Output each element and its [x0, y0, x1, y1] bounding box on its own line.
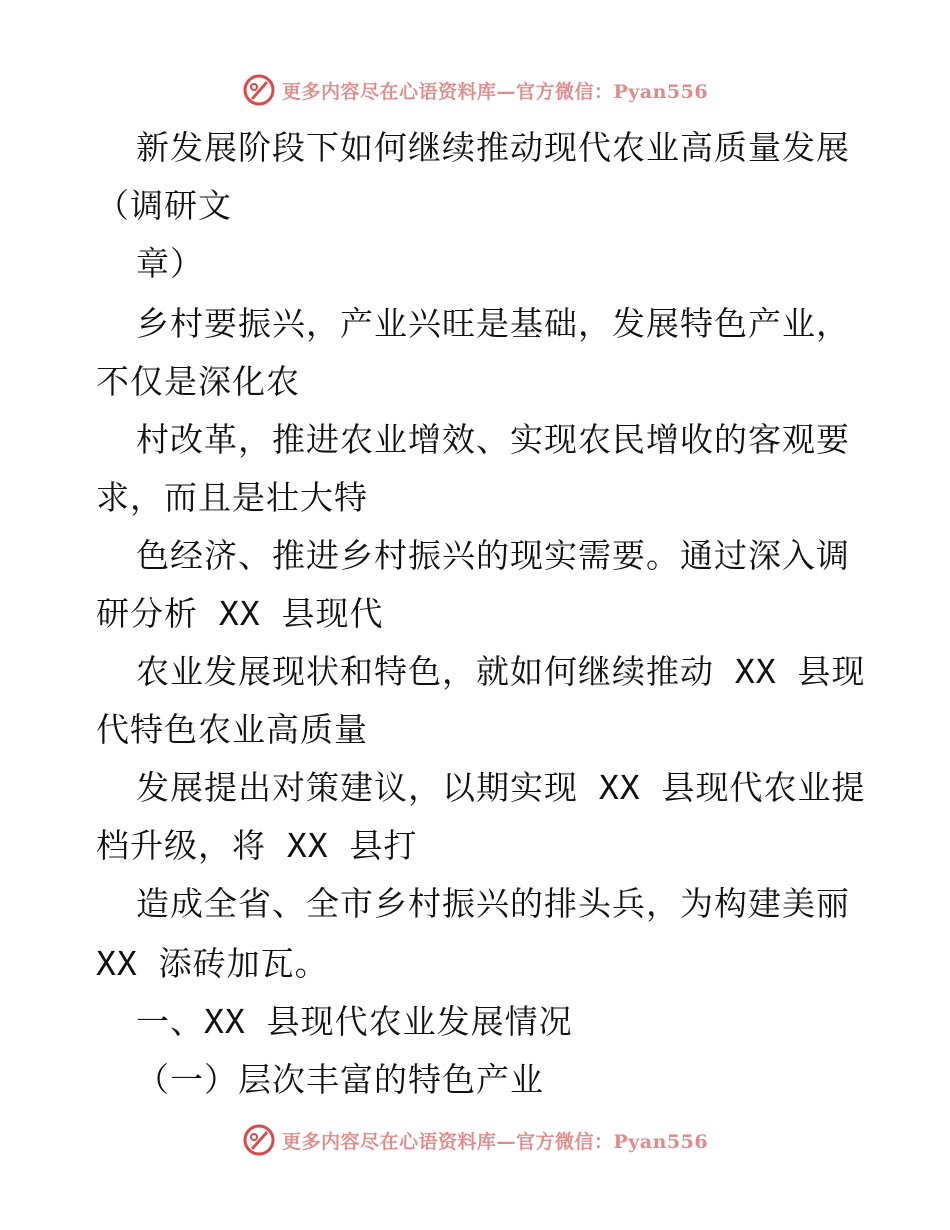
paragraph-line: 研分析 XX 县现代 [96, 594, 384, 633]
paragraph-line: XX 添砖加瓦。 [96, 944, 329, 983]
title-line-1: 新发展阶段下如何继续推动现代农业高质量发展 [136, 128, 850, 167]
watermark-text: 更多内容尽在心语资料库—官方微信：Pyan556 [281, 80, 709, 103]
paragraph-line: 发展提出对策建议，以期实现 XX 县现代农业提 [136, 768, 866, 807]
subsection-heading: （一）层次丰富的特色产业 [136, 1060, 544, 1099]
paragraph-line: 不仅是深化农 [96, 362, 300, 401]
title-line-3: 章） [136, 244, 204, 283]
paragraph-line: 乡村要振兴，产业兴旺是基础，发展特色产业， [136, 304, 850, 343]
quill-logo-icon [242, 1123, 276, 1157]
paragraph-line: 农业发展现状和特色，就如何继续推动 XX 县现 [136, 652, 866, 691]
title-line-2: （调研文 [96, 186, 232, 225]
paragraph-line: 造成全省、全市乡村振兴的排头兵，为构建美丽 [136, 884, 850, 923]
quill-logo-icon [242, 73, 276, 107]
header-watermark [0, 70, 950, 110]
section-heading: 一、XX 县现代农业发展情况 [136, 1002, 573, 1041]
paragraph-line: 色经济、推进乡村振兴的现实需要。通过深入调 [136, 536, 850, 575]
footer-watermark [0, 1120, 950, 1160]
paragraph-line: 档升级，将 XX 县打 [96, 826, 418, 865]
paragraph-line: 求，而且是壮大特 [96, 478, 368, 517]
watermark-text: 更多内容尽在心语资料库—官方微信：Pyan556 [281, 1130, 709, 1153]
paragraph-line: 村改革，推进农业增效、实现农民增收的客观要 [136, 420, 850, 459]
paragraph-line: 代特色农业高质量 [96, 710, 368, 749]
